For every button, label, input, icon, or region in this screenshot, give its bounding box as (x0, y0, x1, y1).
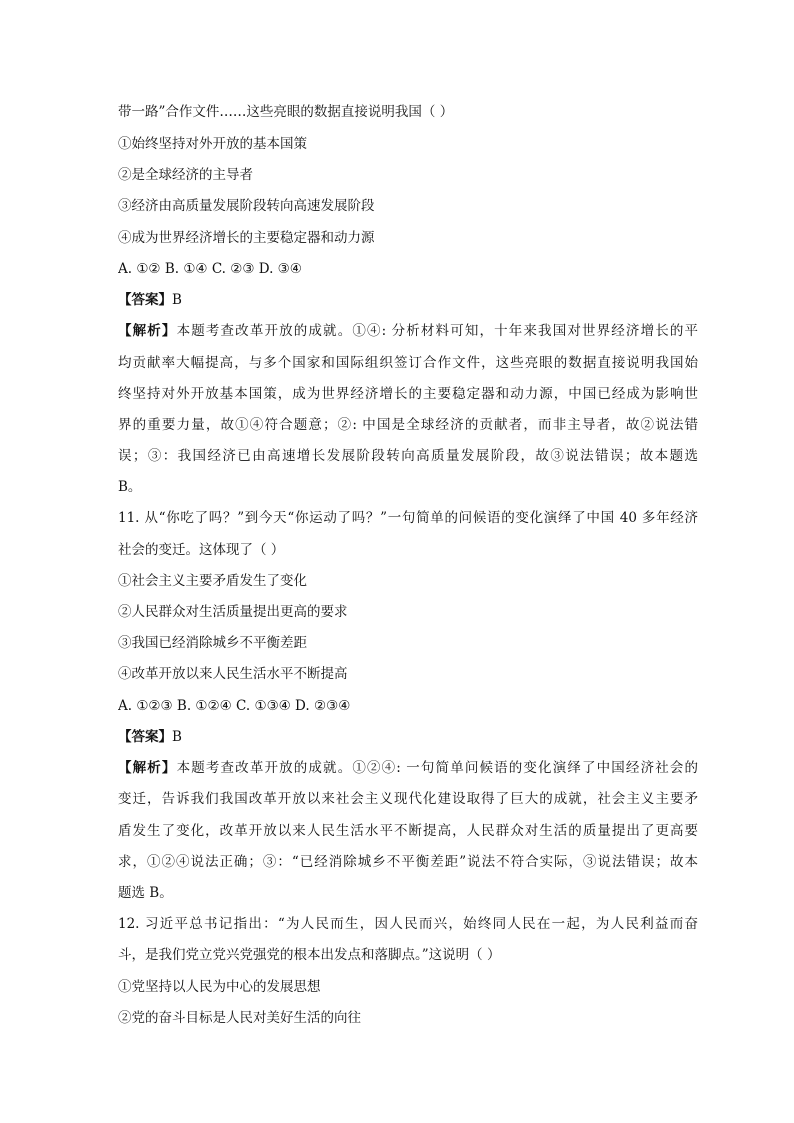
analysis-label: 【解析】 (118, 760, 177, 776)
analysis-text: 本题考查改革开放的成就。①②④: 一句简单问候语的变化演绎了中国经济社会的 (176, 760, 698, 776)
question-11-choices: A. ①②③ B. ①②④ C. ①③④ D. ②③④ (118, 698, 351, 714)
answer-label: 【答案】 (118, 292, 172, 308)
answer-value: B (172, 292, 182, 308)
question-11-option-4: ④改革开放以来人民生活水平不断提高 (118, 666, 348, 682)
question-11-analysis-line-3: 盾发生了变化，改革开放以来人民生活水平不断提高，人民群众对生活的质量提出了更高要 (118, 823, 698, 839)
question-11-option-3: ③我国已经消除城乡不平衡差距 (118, 635, 307, 651)
question-11-option-1: ①社会主义主要矛盾发生了变化 (118, 573, 307, 589)
answer-label: 【答案】 (118, 729, 172, 745)
question-11-analysis-line-2: 变迁，告诉我们我国改革开放以来社会主义现代化建设取得了巨大的成就，社会主义主要矛 (118, 791, 698, 807)
question-10-answer (118, 290, 698, 310)
question-12-stem-line-2: 斗，是我们党立党兴党强党的根本出发点和落脚点。”这说明（ ） (118, 947, 501, 963)
answer-value: B (172, 729, 182, 745)
question-11-analysis-line-5: 题选 B。 (118, 885, 173, 901)
question-10-option-4: ④成为世界经济增长的主要稳定器和动力源 (118, 230, 375, 246)
question-10-analysis-line-3: 终坚持对外开放基本国策，成为世界经济增长的主要稳定器和动力源，中国已经成为影响世 (118, 386, 698, 402)
question-10-analysis-line-1 (118, 321, 698, 341)
question-10-option-1: ①始终坚持对外开放的基本国策 (118, 136, 307, 152)
question-12-option-1: ①党坚持以人民为中心的发展思想 (118, 979, 321, 995)
analysis-text: 本题考查改革开放的成就。①④: 分析材料可知，十年来我国对世界经济增长的平 (176, 323, 698, 339)
question-10-option-2: ②是全球经济的主导者 (118, 167, 253, 183)
question-10-choices: A. ①② B. ①④ C. ②③ D. ③④ (118, 261, 302, 277)
question-10-analysis-line-5: 误；③：我国经济已由高速增长发展阶段转向高质量发展阶段，故③说法错误；故本题选 (118, 448, 698, 464)
question-11-stem-line-2: 社会的变迁。这体现了（ ） (118, 542, 285, 558)
question-12-stem-line-1: 12. 习近平总书记指出：“为人民而生，因人民而兴，始终同人民在一起，为人民利益而奋 (118, 916, 698, 932)
question-10-analysis-line-4: 界的重要力量，故①④符合题意；②: 中国是全球经济的贡献者，而非主导者，故②说法错 (118, 417, 698, 433)
question-12-option-2: ②党的奋斗目标是人民对美好生活的向往 (118, 1010, 361, 1026)
analysis-label: 【解析】 (118, 323, 177, 339)
question-11-analysis-line-1 (118, 758, 698, 778)
question-10-stem-line: 带一路”合作文件……这些亮眼的数据直接说明我国（ ） (118, 104, 454, 120)
question-11-answer (118, 727, 698, 747)
question-11-analysis-line-4: 求，①②④说法正确；③：“已经消除城乡不平衡差距”说法不符合实际，③说法错误；故本 (118, 854, 698, 870)
question-11-option-2: ②人民群众对生活质量提出更高的要求 (118, 604, 348, 620)
question-11-stem-line-1: 11. 从“你吃了吗？”到今天“你运动了吗？”一句简单的问候语的变化演绎了中国 40 多年经济 (118, 510, 698, 526)
question-10-analysis-line-6: B。 (118, 479, 142, 495)
question-10-option-3: ③经济由高质量发展阶段转向高速发展阶段 (118, 198, 375, 214)
question-10-analysis-line-2: 均贡献率大幅提高，与多个国家和国际组织签订合作文件，这些亮眼的数据直接说明我国始 (118, 355, 698, 371)
